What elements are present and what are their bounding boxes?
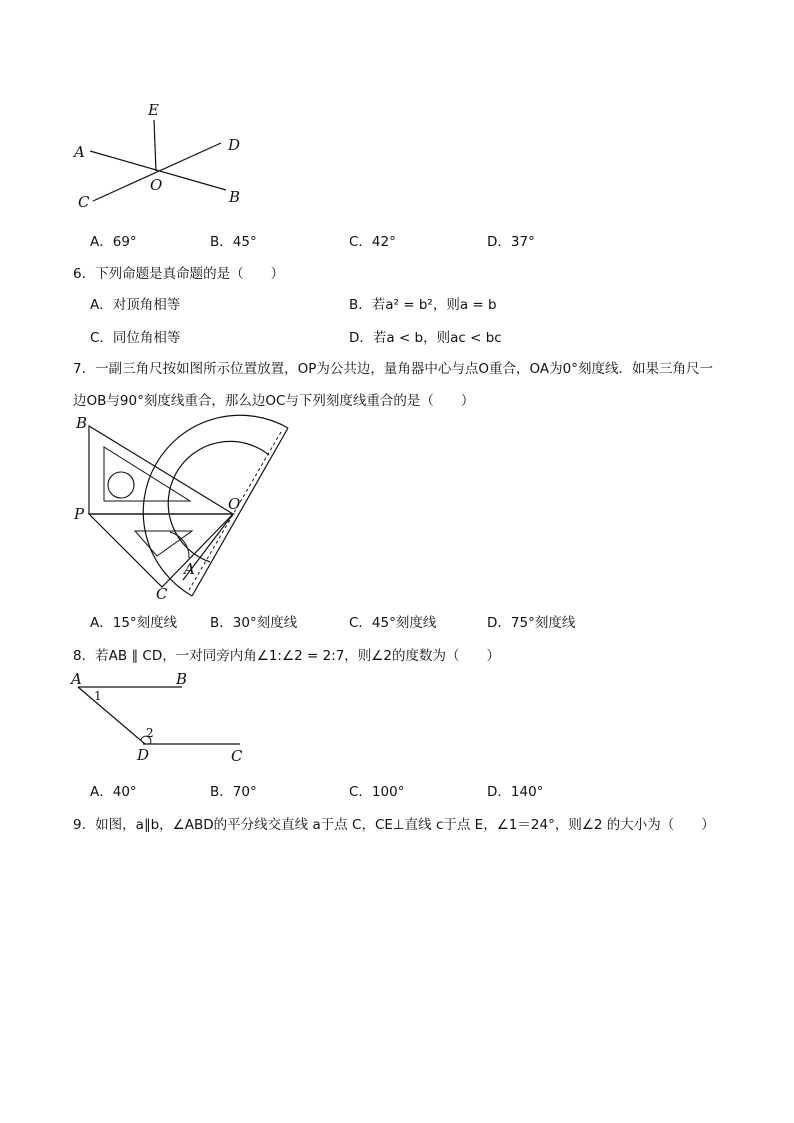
q7-option-c[interactable]: C．45°刻度线 xyxy=(349,615,437,631)
q6-option-b[interactable]: B．若a² = b²，则a = b xyxy=(349,297,497,313)
label-O: O xyxy=(228,495,241,513)
label-A: A xyxy=(74,143,85,161)
q8-option-b[interactable]: B．70° xyxy=(210,784,257,800)
q8-stem: 8．若AB ∥ CD，一对同旁内角∠1:∠2 = 2:7，则∠2的度数为（ ） xyxy=(73,648,500,664)
label-D: D xyxy=(228,136,241,154)
label-O: O xyxy=(150,176,163,194)
q5-option-c[interactable]: C．42° xyxy=(349,234,396,250)
label-A: A xyxy=(71,670,82,688)
q8-option-c[interactable]: C．100° xyxy=(349,784,405,800)
label-B: B xyxy=(176,670,188,688)
label-angle-2: 2 xyxy=(146,726,154,740)
q6-option-c[interactable]: C．同位角相等 xyxy=(90,330,181,346)
q6-option-a[interactable]: A．对顶角相等 xyxy=(90,297,181,313)
q7-option-a[interactable]: A．15°刻度线 xyxy=(90,615,178,631)
q7-option-b[interactable]: B．30°刻度线 xyxy=(210,615,298,631)
q8-option-d[interactable]: D．140° xyxy=(487,784,544,800)
transversal-AD xyxy=(78,687,145,744)
label-P: P xyxy=(74,505,85,523)
label-E: E xyxy=(148,101,159,119)
q5-option-d[interactable]: D．37° xyxy=(487,234,535,250)
label-B: B xyxy=(76,414,88,432)
q7-option-d[interactable]: D．75°刻度线 xyxy=(487,615,576,631)
q7-stem-line1: 7．一副三角尺按如图所示位置放置，OP为公共边，量角器中心与点O重合，OA为0°刻度线．如果三角尺一 xyxy=(73,361,713,377)
q5-option-a[interactable]: A．69° xyxy=(90,234,137,250)
label-B: B xyxy=(229,188,241,206)
q6-option-d[interactable]: D．若a < b，则ac < bc xyxy=(349,330,502,346)
label-C: C xyxy=(78,193,90,211)
label-A: A xyxy=(184,560,195,578)
q9-stem: 9．如图，a∥b，∠ABD的平分线交直线 a于点 C，CE⊥直线 c于点 E，∠1＝24°，则∠2 的大小为（ ） xyxy=(73,817,715,833)
label-angle-1: 1 xyxy=(94,689,102,703)
q8-option-a[interactable]: A．40° xyxy=(90,784,137,800)
q6-stem: 6．下列命题是真命题的是（ ） xyxy=(73,266,285,282)
label-C: C xyxy=(231,747,243,765)
q5-option-b[interactable]: B．45° xyxy=(210,234,257,250)
label-C: C xyxy=(156,585,168,603)
label-D: D xyxy=(137,746,150,764)
q7-stem-line2: 边OB与90°刻度线重合，那么边OC与下列刻度线重合的是（ ） xyxy=(73,393,475,409)
